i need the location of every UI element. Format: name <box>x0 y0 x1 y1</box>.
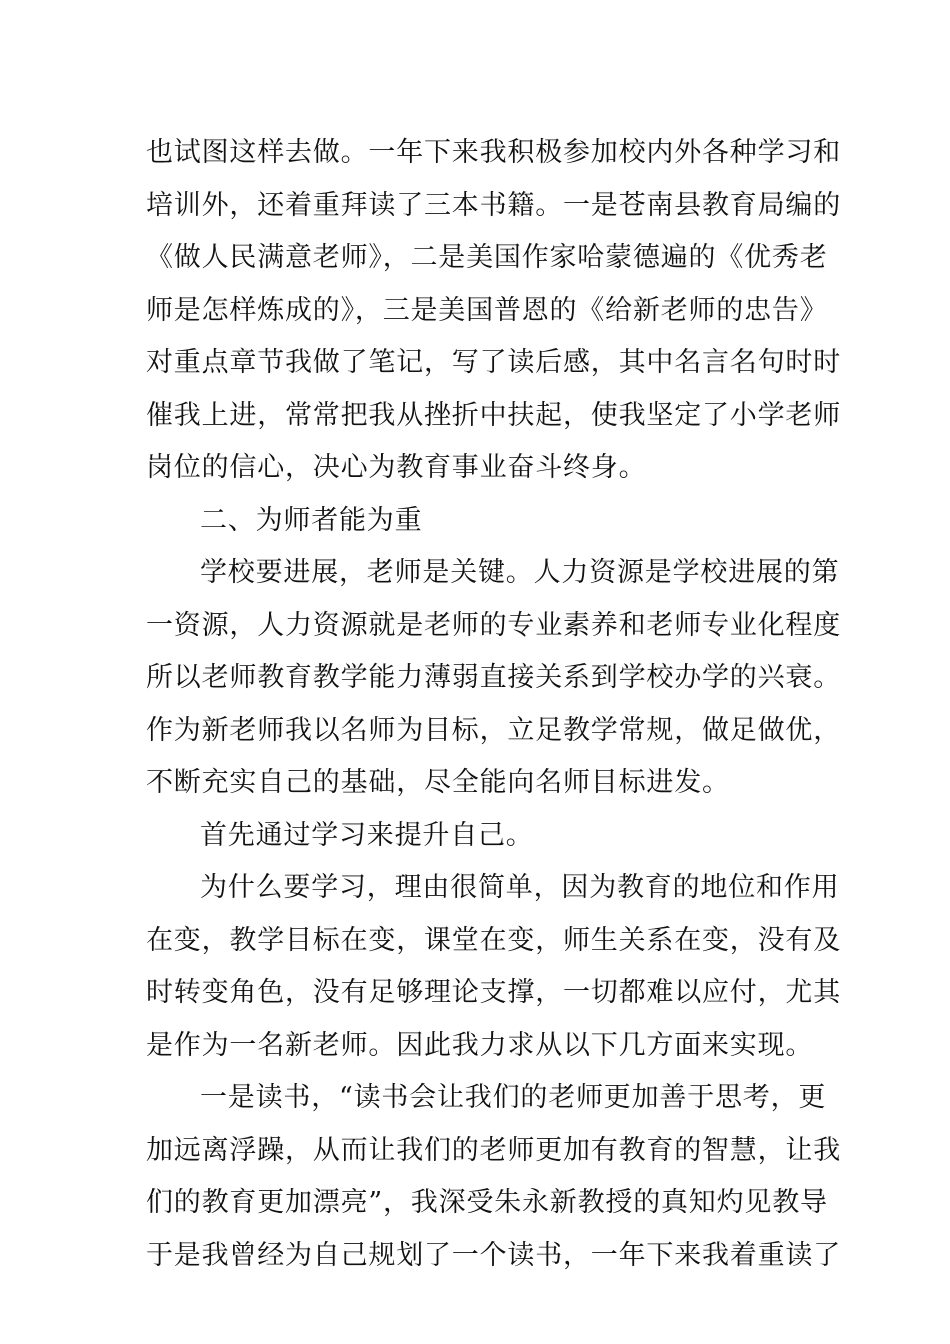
text-line: 为什么要学习，理由很简单，因为教育的地位和作用 <box>200 872 840 903</box>
text-line: 学校要进展，老师是关键。人力资源是学校进展的第 <box>200 557 840 588</box>
text-line: 也试图这样去做。一年下来我积极参加校内外各种学习和 <box>146 137 841 168</box>
text-line: 对重点章节我做了笔记，写了读后感，其中名言名句时时 <box>146 347 841 378</box>
text-line: 是作为一名新老师。因此我力求从以下几方面来实现。 <box>146 1029 814 1061</box>
text-line: 所以老师教育教学能力薄弱直接关系到学校办学的兴衰。 <box>146 662 841 693</box>
text-line: 《做人民满意老师》，二是美国作家哈蒙德遍的《优秀老 <box>146 242 828 273</box>
text-line: 首先通过学习来提升自己。 <box>200 819 534 851</box>
text-line: 时转变角色，没有足够理论支撑，一切都难以应付，尤其 <box>146 977 841 1008</box>
text-line: 不断充实自己的基础，尽全能向名师目标进发。 <box>146 767 730 798</box>
text-line: 在变，教学目标在变，课堂在变，师生关系在变，没有及 <box>146 924 841 956</box>
section-heading: 二、为师者能为重 <box>200 504 423 536</box>
text-line: 岗位的信心，决心为教育事业奋斗终身。 <box>146 452 647 483</box>
text-line: 一是读书，“读书会让我们的老师更加善于思考，更 <box>200 1082 827 1113</box>
document-body <box>146 127 841 1282</box>
text-line: 于是我曾经为自己规划了一个读书，一年下来我着重读了 <box>146 1239 841 1271</box>
text-line: 培训外，还着重拜读了三本书籍。一是苍南县教育局编的 <box>146 189 841 221</box>
text-line: 催我上进，常常把我从挫折中扶起，使我坚定了小学老师 <box>146 399 841 431</box>
text-line: 作为新老师我以名师为目标，立足教学常规，做足做优， <box>146 714 841 746</box>
text-line: 一资源，人力资源就是老师的专业素养和老师专业化程度 <box>146 609 841 641</box>
text-line: 师是怎样炼成的》，三是美国普恩的《给新老师的忠告》 <box>146 294 828 326</box>
text-line: 们的教育更加漂亮”，我深受朱永新教授的真知灼见教导 <box>146 1187 828 1218</box>
text-line: 加远离浮躁，从而让我们的老师更加有教育的智慧，让我 <box>146 1134 841 1166</box>
